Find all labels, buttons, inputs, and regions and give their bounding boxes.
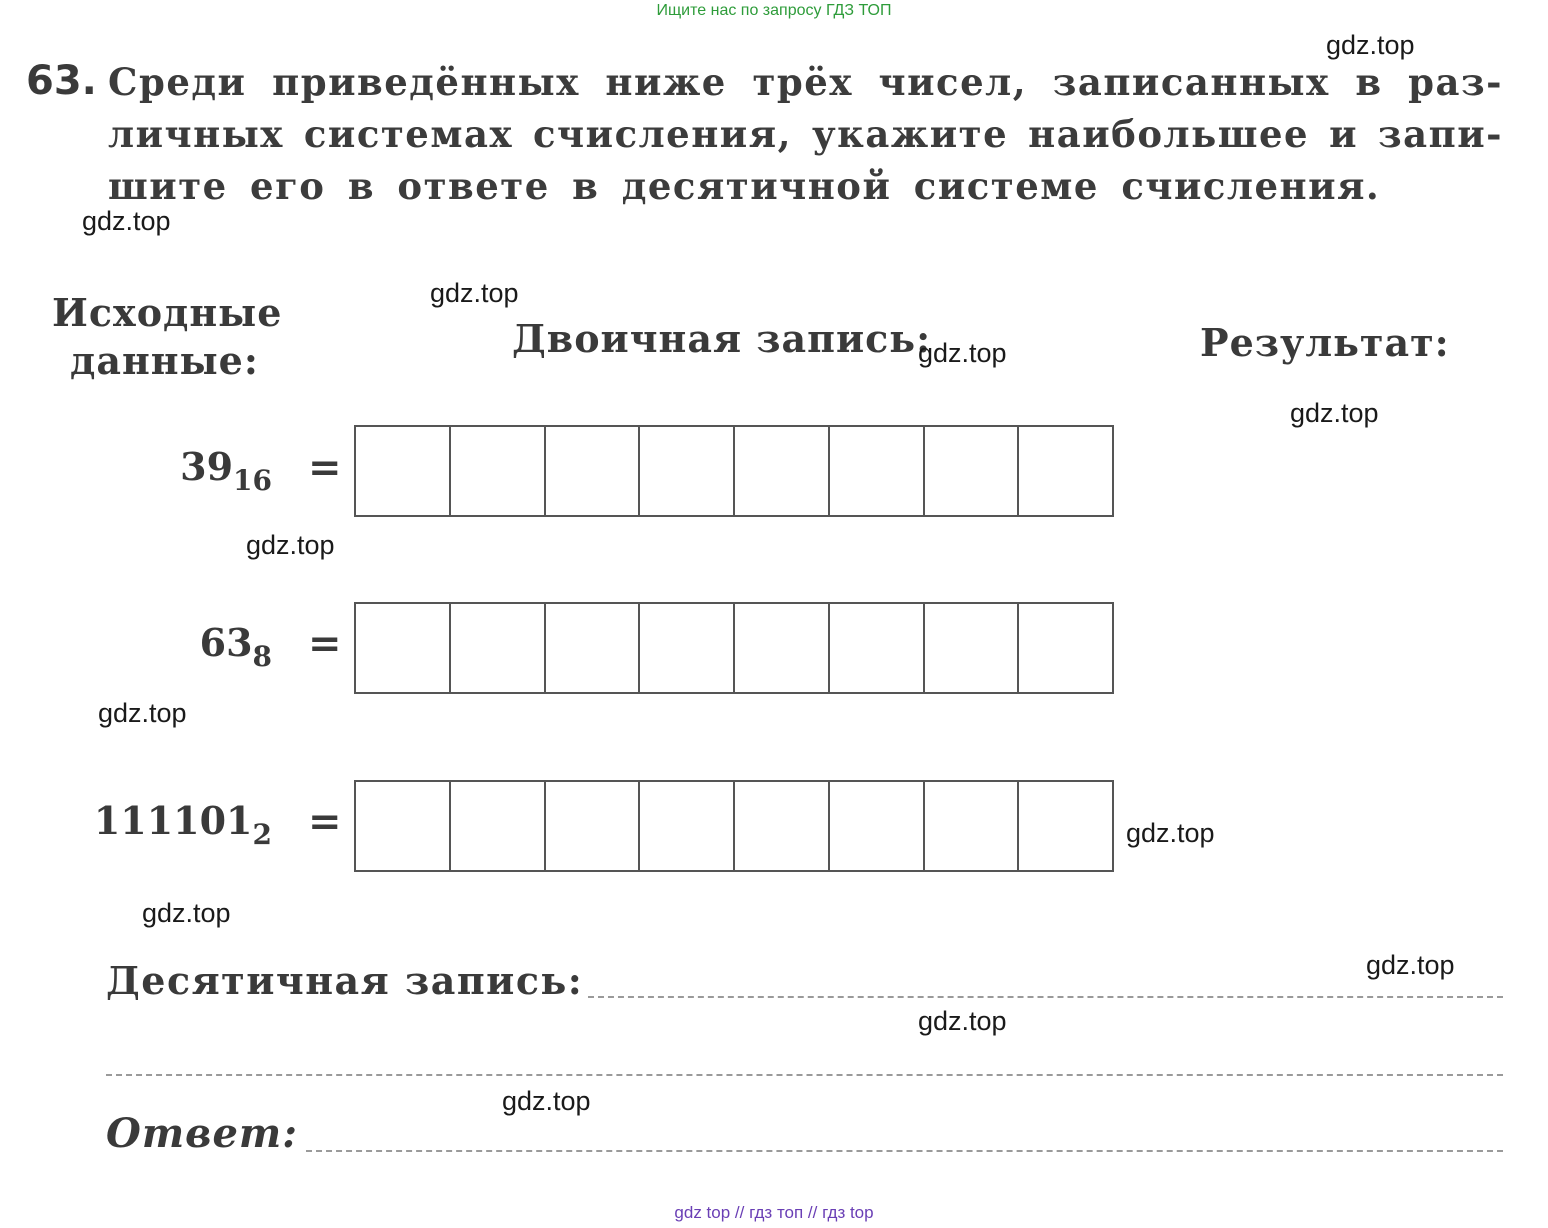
watermark-text: gdz.top [918, 338, 1007, 368]
binary-header: Двоичная запись: [512, 316, 932, 361]
binary-cell[interactable] [735, 427, 830, 515]
binary-cell[interactable] [546, 604, 641, 692]
watermark-text: gdz.top [82, 206, 171, 236]
answer-label: Ответ: [106, 1110, 298, 1157]
binary-grid-2 [354, 602, 1114, 694]
binary-cell[interactable] [1019, 782, 1112, 870]
binary-cell[interactable] [546, 782, 641, 870]
binary-grid-3 [354, 780, 1114, 872]
watermark-text: gdz.top [1326, 30, 1415, 60]
binary-cell[interactable] [830, 782, 925, 870]
binary-cell[interactable] [1019, 604, 1112, 692]
watermark-text: gdz.top [246, 530, 335, 560]
task-number: 63. [26, 58, 97, 104]
binary-cell[interactable] [640, 427, 735, 515]
task-text-line-1: Среди приведённых ниже трёх чисел, записанных в раз- [108, 60, 1503, 104]
header-note: Ищите нас по запросу ГДЗ ТОП [656, 2, 892, 19]
answer-write-line[interactable] [306, 1150, 1503, 1152]
binary-cell[interactable] [451, 782, 546, 870]
equals-sign-3: = [308, 798, 342, 845]
binary-cell[interactable] [640, 604, 735, 692]
watermark-text: gdz.top [1126, 818, 1215, 848]
decimal-write-line-1[interactable] [588, 996, 1503, 998]
task-text-line-2: личных системах счисления, укажите наибольшее и запи- [108, 112, 1503, 156]
watermark-text: gdz.top [918, 1006, 1007, 1036]
binary-cell[interactable] [451, 604, 546, 692]
result-header: Результат: [1200, 320, 1450, 365]
binary-cell[interactable] [735, 782, 830, 870]
watermark-text: gdz.top [142, 898, 231, 928]
source-number-2-value: 63 [199, 620, 253, 665]
source-number-3 [60, 798, 272, 851]
binary-cell[interactable] [1019, 427, 1112, 515]
task-text-line-3: шите его в ответе в десятичной системе счисления. [108, 164, 1381, 208]
watermark-text: gdz.top [502, 1086, 591, 1116]
source-number-2 [120, 620, 272, 673]
binary-cell[interactable] [546, 427, 641, 515]
source-number-1 [120, 444, 272, 497]
binary-cell[interactable] [925, 782, 1020, 870]
footer-note: gdz top // гдз топ // гдз top [674, 1203, 874, 1222]
source-number-3-base: 2 [252, 818, 272, 851]
source-header-line-2: данные: [70, 338, 259, 383]
binary-cell[interactable] [925, 604, 1020, 692]
source-number-1-value: 39 [180, 444, 234, 489]
binary-cell[interactable] [451, 427, 546, 515]
binary-cell[interactable] [640, 782, 735, 870]
equals-sign-2: = [308, 620, 342, 667]
watermark-text: gdz.top [1290, 398, 1379, 428]
source-number-2-base: 8 [252, 640, 272, 673]
watermark-text: gdz.top [1366, 950, 1455, 980]
watermark-text: gdz.top [98, 698, 187, 728]
binary-cell[interactable] [735, 604, 830, 692]
binary-cell[interactable] [830, 427, 925, 515]
binary-cell[interactable] [356, 427, 451, 515]
binary-cell[interactable] [356, 782, 451, 870]
source-number-1-base: 16 [233, 464, 272, 497]
binary-cell[interactable] [830, 604, 925, 692]
watermark-text: gdz.top [430, 278, 519, 308]
decimal-label: Десятичная запись: [106, 958, 584, 1003]
binary-grid-1 [354, 425, 1114, 517]
binary-cell[interactable] [356, 604, 451, 692]
source-number-3-value: 111101 [93, 798, 253, 843]
equals-sign-1: = [308, 444, 342, 491]
source-header-line-1: Исходные [52, 290, 283, 335]
decimal-write-line-2[interactable] [106, 1074, 1503, 1076]
binary-cell[interactable] [925, 427, 1020, 515]
